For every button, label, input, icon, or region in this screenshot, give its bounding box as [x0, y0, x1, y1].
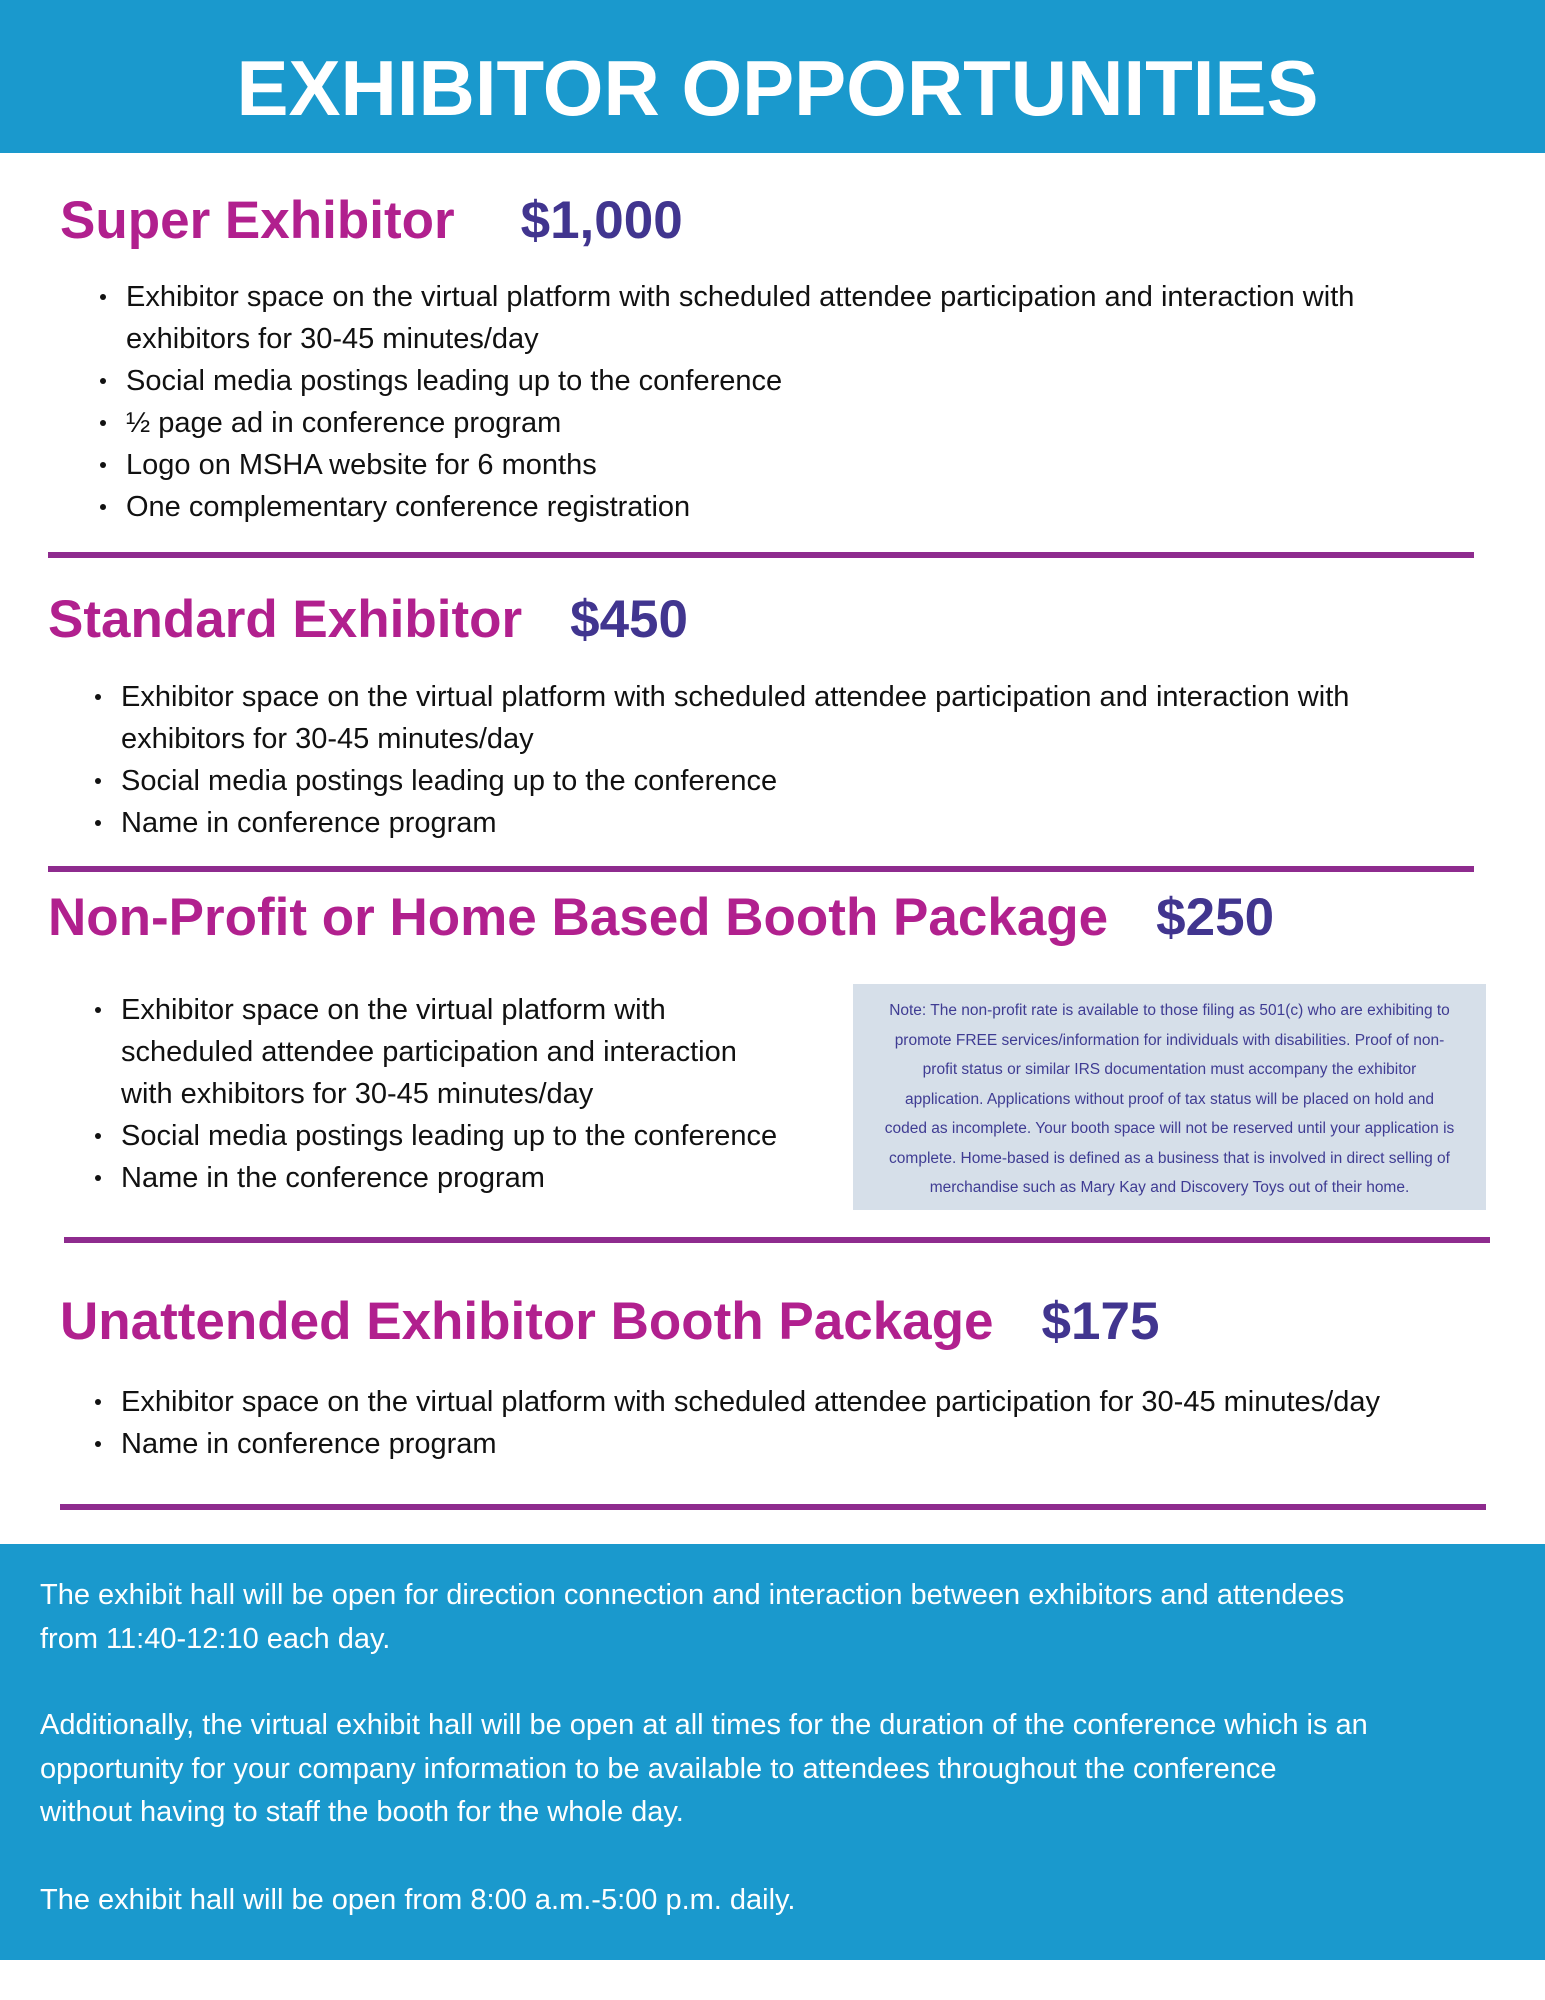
package-price: $250 [1156, 888, 1275, 947]
benefit-item: Exhibitor space on the virtual platform with scheduled attendee participation and interaction with exhibitors for 30-45 minutes/day [121, 676, 1501, 760]
section-divider [60, 1504, 1486, 1510]
section-divider [48, 866, 1474, 872]
nonprofit-note-text: Note: The non-profit rate is available to those filing as 501(c) who are exhibiting to promote FREE services/information for individuals with disabilities. Proof of non- profit status or similar IRS documentation must accompany the exhibitor application. Applications without proof of tax status will be placed on hold and coded as incomplete. Your booth space will not be reserved until your application is complete. Home-based is defined as a business that is involved in direct selling of merchandise such as Mary Kay and Discovery Toys out of their home. [884, 1002, 1455, 1196]
benefit-item: Name in conference program [121, 802, 1501, 844]
package-name: Non-Profit or Home Based Booth Package [48, 888, 1109, 947]
footer-paragraph-availability: Additionally, the virtual exhibit hall will be open at all times for the duration of the conference which is an opportunity for your company information to be available to attendees throughout the conference without having to staff the booth for the whole day. [40, 1709, 1368, 1828]
package-unattended-heading [60, 1289, 1159, 1355]
package-nonprofit-benefits [121, 989, 841, 1199]
benefit-item: One complementary conference registration [126, 486, 1506, 528]
package-name: Unattended Exhibitor Booth Package [60, 1292, 994, 1351]
package-nonprofit-heading [48, 885, 1274, 951]
benefit-item: Name in conference program [121, 1423, 1521, 1465]
benefit-item: Exhibitor space on the virtual platform with scheduled attendee participation for 30-45 minutes/day [121, 1381, 1521, 1423]
benefit-item: ½ page ad in conference program [126, 402, 1506, 444]
package-super-exhibitor-benefits [126, 276, 1506, 528]
package-super-exhibitor-heading [60, 188, 683, 254]
package-price: $450 [570, 590, 689, 649]
package-standard-exhibitor-heading [48, 587, 688, 653]
benefit-item: Exhibitor space on the virtual platform with scheduled attendee participation and interaction with exhibitors for 30-45 minutes/day [126, 276, 1506, 360]
benefit-item: Social media postings leading up to the conference [126, 360, 1506, 402]
package-price: $1,000 [520, 191, 683, 250]
benefit-item: Name in the conference program [121, 1157, 841, 1199]
package-price: $175 [1041, 1292, 1160, 1351]
benefit-item: Social media postings leading up to the conference [121, 1115, 841, 1157]
footer-paragraph-daily-hours: The exhibit hall will be open from 8:00 a.m.-5:00 p.m. daily. [40, 1884, 796, 1916]
package-standard-exhibitor-benefits [121, 676, 1501, 844]
section-divider [64, 1237, 1490, 1243]
package-name: Standard Exhibitor [48, 590, 523, 649]
footer-paragraph-hours: The exhibit hall will be open for direction connection and interaction between exhibitors and attendees from 11:40-12:10 each day. [40, 1579, 1345, 1655]
package-name: Super Exhibitor [60, 191, 455, 250]
section-divider [48, 552, 1474, 558]
benefit-item: Social media postings leading up to the conference [121, 760, 1501, 802]
benefit-item: Exhibitor space on the virtual platform with scheduled attendee participation and interaction with exhibitors for 30-45 minutes/day [121, 989, 841, 1115]
benefit-item: Logo on MSHA website for 6 months [126, 444, 1506, 486]
page-title: EXHIBITOR OPPORTUNITIES [236, 44, 1319, 132]
package-unattended-benefits [121, 1381, 1521, 1465]
